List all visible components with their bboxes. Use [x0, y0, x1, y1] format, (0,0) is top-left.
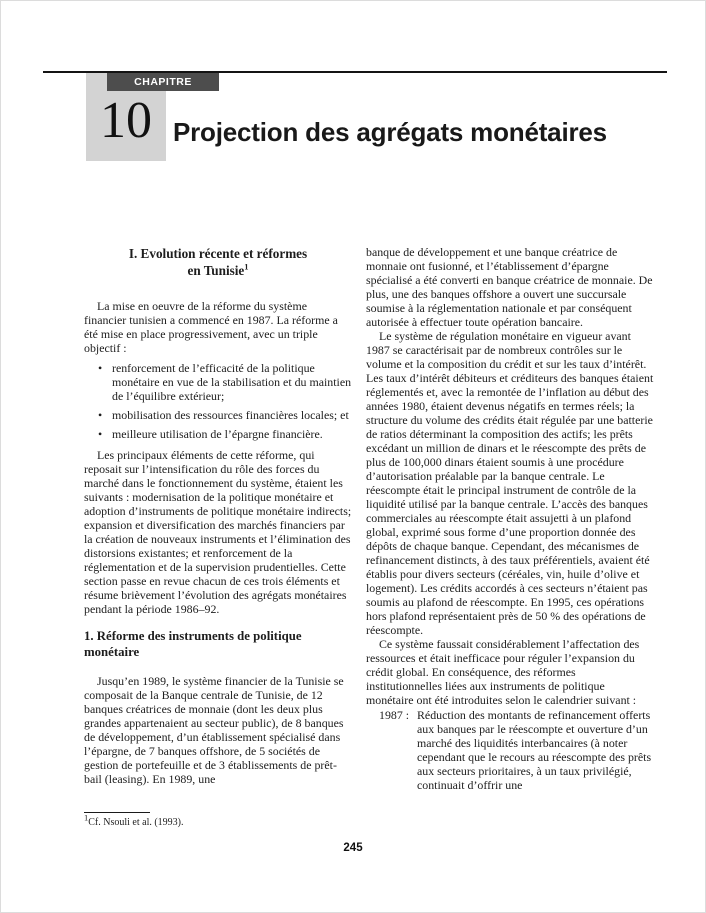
right-column: [366, 245, 654, 792]
bullet-text: mobilisation des ressources financières locales; et: [112, 408, 349, 422]
bullet-item: [84, 361, 352, 403]
paragraph-right-2: Le système de régulation monétaire en vigueur avant 1987 se caractérisait par de nombreux contrôles sur le volume et la composition du crédit et sur les taux d’intérêt. Les taux d’intérêt débiteurs et créditeurs des banques étaient réglementés et, avec la remontée de l’inflation au début des années 1980, étaient devenus négatifs en termes réels; la structure du volume des crédits était régulée par une batterie de ratios déterminant la composition des actifs; les prêts excédant un million de dinars et le réescompte des prêts de plus de 100,000 dinars étaient soumis à une procédure d’autorisation préalable par la banque centrale. Le réescompte était le principal instrument de contrôle de la liquidité utilisé par la banque centrale. L’accès des banques commerciales au réescompte était assujetti à un plafond global, exprimé sous forme d’une proportion donnée des dépôts de chaque banque. Cependant, des mécanismes de refinancement distincts, à des taux préférentiels, avaient été établis pour divers secteurs (céréales, vin, huile d’olive et logement). Les crédits accordés à ces secteurs n’étaient pas soumis au plafond de réescompte. En 1995, ces opérations hors plafond représentaient près de 50 % des opérations de réescompte.: [366, 329, 654, 637]
footnote-marker: 1: [84, 812, 89, 823]
bullet-text: renforcement de l’efficacité de la politique monétaire en vue de la stabilisation et du maintien de l’équilibre extérieur;: [112, 361, 352, 403]
paragraph-right-3: Ce système faussait considérablement l’affectation des ressources et était inefficace pour réguler l’expansion du crédit global. En conséquence, des réformes institutionnelles liées aux instruments de politique monétaire ont été introduites selon le calendrier suivant :: [366, 637, 640, 707]
section-heading-line1: I. Evolution récente et réformes: [128, 246, 308, 261]
footnote: [84, 808, 352, 829]
paragraph-left-2: Les principaux éléments de cette réforme, qui reposait sur l’intensification du rôle des forces du marché dans le fonctionnement du système, étaient les suivants : modernisation de la politique monétaire et adoption d’instruments de politique monétaire indirects; expansion et diversification des marchés financiers par la création de nouveaux instruments et l’élimination des distorsions existantes; et renforcement de la réglementation et de la supervision prudentielles. Cette section passe en revue chacun de ces trois éléments et résume brièvement l’évolution des agrégats monétaires pendant la période 1986–92.: [84, 448, 352, 616]
section-heading-line2: en Tunisie: [187, 263, 245, 278]
bullet-item: [84, 427, 352, 441]
timeline-year: 1987 :: [379, 708, 410, 722]
bullet-text: meilleure utilisation de l’épargne financière.: [112, 427, 323, 441]
paragraph-left-1: La mise en oeuvre de la réforme du système financier tunisien a commencé en 1987. La réforme a été mise en place progressivement, avec un triple objectif :: [84, 299, 338, 355]
subsection-heading: 1. Réforme des instruments de politique monétaire: [84, 629, 302, 659]
bullet-icon: •: [98, 408, 103, 422]
section-heading: [84, 245, 352, 279]
chapter-number: 10: [100, 92, 152, 149]
paragraph-left-3: Jusqu’en 1989, le système financier de la Tunisie se composait de la Banque centrale de Tunisie, de 12 banques créatrices de monnaie (dont les deux plus grandes appartenaient au secteur public), de 8 banques de développement, d’un établissement spécialisé dans l’épargne, de 7 banques offshore, de 5 sociétés de gestion de portefeuille et de 3 établissements de prêt-bail (leasing). En 1989, une: [84, 674, 344, 786]
paragraph-right-1: banque de développement et une banque créatrice de monnaie ont fusionné, et l’établissement d’épargne spécialisé a été converti en banque créatrice de monnaie. De plus, une des banques offshore a ouvert une succursale soumise à la réglementation nationale et par conséquent autorisée à effectuer toute opération bancaire.: [366, 245, 653, 329]
footnote-marker: 1: [244, 261, 249, 272]
bullet-icon: •: [98, 427, 103, 441]
footnote-rule: [84, 812, 150, 813]
timeline-text: Réduction des montants de refinancement offerts aux banques par le réescompte et ouverture d’un marché des liquidités interbancaires (à noter cependant que le recours au réescompte des prêts aux secteurs prioritaires, à un taux privilégié, continuait d’offrir une: [417, 708, 652, 792]
footnote-text: Cf. Nsouli et al. (1993).: [88, 817, 184, 828]
timeline-entry-1987: [379, 708, 654, 792]
left-column: [84, 245, 352, 829]
footnote-text-line: [84, 812, 352, 829]
bullet-item: [84, 408, 352, 422]
page-number: 245: [343, 842, 363, 854]
bullet-list: [84, 361, 352, 446]
chapter-title: Projection des agrégats monétaires: [173, 117, 607, 147]
bullet-icon: •: [98, 361, 103, 375]
chapter-label: CHAPITRE: [107, 73, 219, 91]
